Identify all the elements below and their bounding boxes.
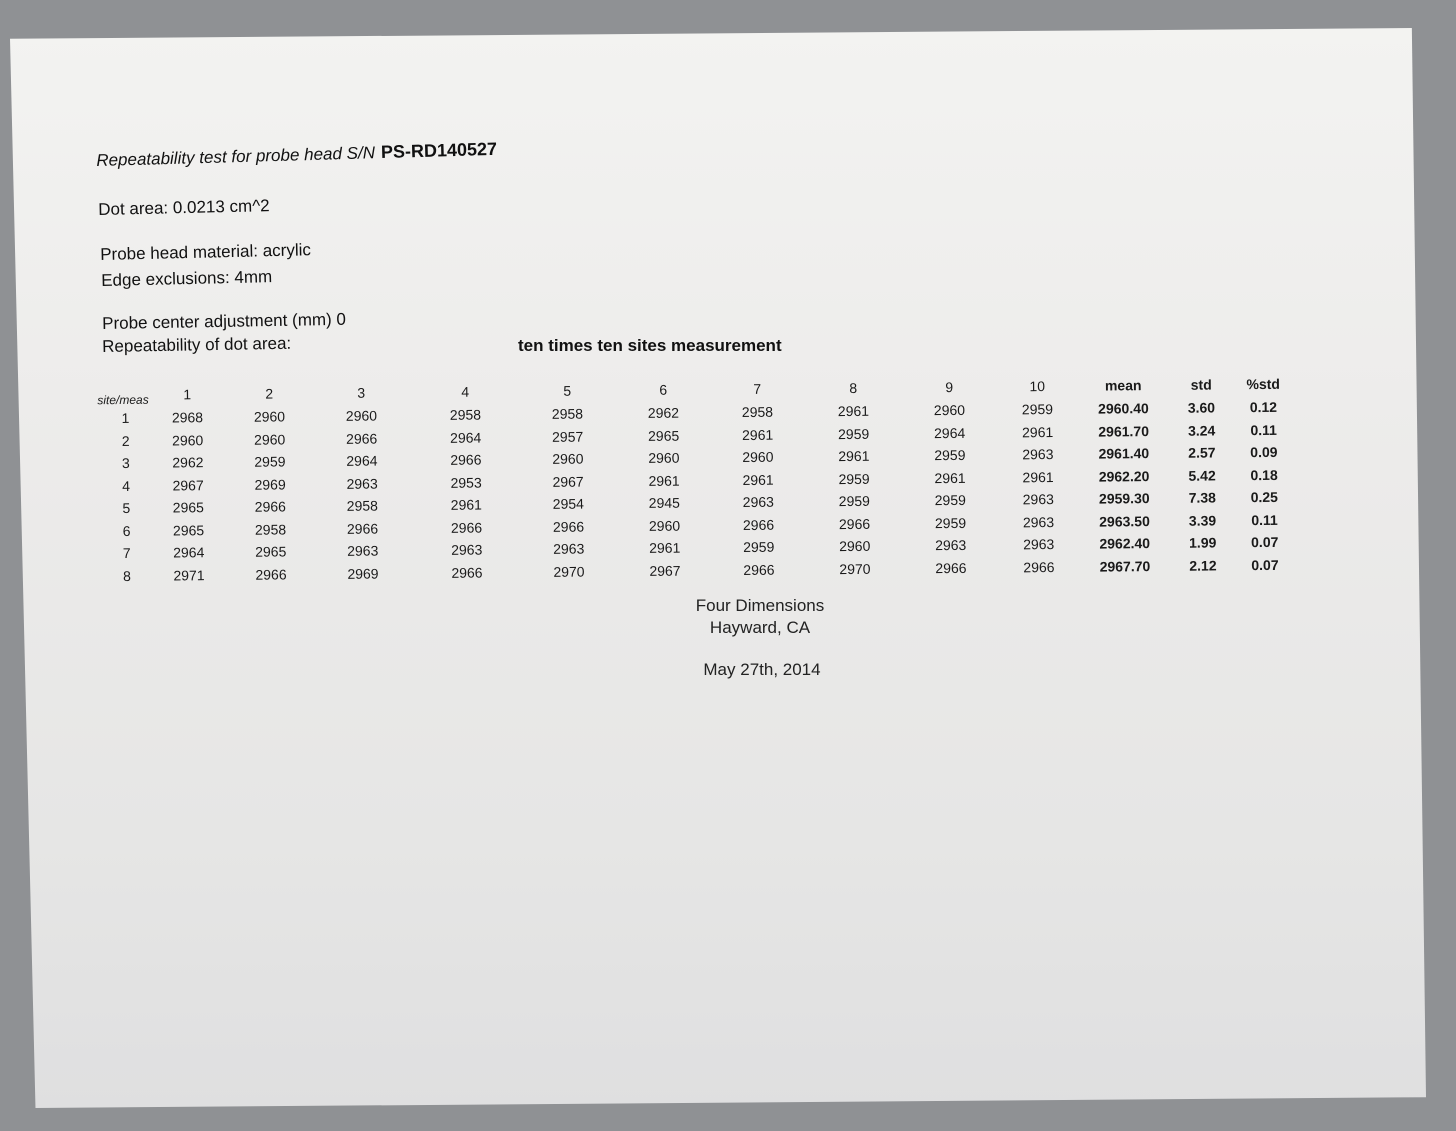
measurement-cell: 2966	[255, 565, 287, 583]
repeatability-label: Repeatability of dot area:	[102, 333, 292, 356]
mean-cell: 2967.70	[1099, 557, 1151, 575]
measurement-cell: 2966	[451, 564, 483, 581]
measurement-cell: 2969	[254, 475, 286, 493]
measurement-cell: 2964	[173, 544, 205, 561]
measurement-cell: 2959	[838, 492, 870, 510]
measurement-cell: 2967	[552, 473, 584, 490]
measurement-cell: 2965	[255, 543, 287, 560]
measurement-cell: 2962	[647, 404, 680, 421]
column-header: 4	[461, 383, 470, 400]
pct-std-cell: 0.18	[1250, 466, 1278, 483]
measurement-cell: 2966	[346, 430, 378, 447]
probe-material-line: Probe head material: acrylic	[100, 240, 312, 264]
measurement-cell: 2960	[648, 517, 681, 534]
measurement-cell: 2967	[172, 476, 204, 493]
measurement-cell: 2964	[934, 424, 966, 441]
measurement-cell: 2966	[838, 515, 871, 532]
probe-center-adjustment-line: Probe center adjustment (mm) 0	[102, 309, 347, 333]
column-header: 7	[753, 380, 762, 397]
measurement-cell: 2963	[1022, 446, 1054, 463]
measurement-cell: 2961	[649, 539, 681, 556]
measurement-cell: 2961	[838, 447, 870, 465]
measurement-cell: 2960	[345, 407, 378, 424]
pct-std-cell: 0.09	[1250, 443, 1278, 461]
measurement-cell: 2966	[742, 516, 775, 533]
measurement-cell: 2961	[934, 469, 966, 486]
measurement-cell: 2965	[172, 499, 204, 516]
stat-header: %std	[1246, 375, 1281, 393]
measurement-cell: 2966	[935, 559, 967, 576]
dot-area-line: Dot area: 0.0213 cm^2	[98, 196, 270, 219]
measurement-cell: 2961	[742, 426, 774, 443]
std-cell: 7.38	[1188, 489, 1216, 506]
footer-company: Four Dimensions	[695, 596, 825, 615]
measurement-cell: 2959	[838, 470, 870, 487]
title-prefix: Repeatability test for probe head S/N	[96, 143, 376, 170]
measurement-cell: 2963	[346, 475, 378, 492]
footer-date: May 27th, 2014	[703, 660, 821, 679]
measurement-cell: 2959	[934, 446, 966, 464]
measurement-cell: 2945	[648, 494, 680, 511]
mean-cell: 2961.70	[1098, 422, 1150, 440]
measurement-cell: 2961	[450, 496, 482, 513]
measurement-cell: 2963	[1023, 536, 1055, 553]
measurement-cell: 2959	[934, 491, 966, 509]
site-label: 8	[123, 567, 131, 584]
stat-header: mean	[1104, 377, 1142, 394]
std-cell: 1.99	[1189, 534, 1217, 551]
mean-cell: 2959.30	[1098, 490, 1150, 507]
measurement-cell: 2966	[552, 518, 585, 535]
measurement-cell: 2959	[1021, 401, 1054, 418]
pct-std-cell: 0.25	[1250, 488, 1278, 506]
measurement-cell: 2966	[450, 451, 482, 468]
measurement-cell: 2962	[172, 454, 204, 471]
measurement-cell: 2959	[934, 514, 967, 531]
measurement-cell: 2966	[254, 498, 286, 515]
measurement-title: ten times ten sites measurement	[518, 336, 782, 355]
measurement-cell: 2967	[649, 562, 681, 579]
measurement-cell: 2970	[553, 563, 585, 580]
measurement-cell: 2959	[254, 453, 286, 470]
measurement-cell: 2963	[553, 540, 585, 557]
measurement-cell: 2963	[347, 542, 379, 559]
measurement-cell: 2960	[839, 537, 871, 555]
measurement-cell: 2963	[451, 541, 483, 558]
measurement-cell: 2961	[648, 472, 680, 489]
corner-header: site/meas	[97, 392, 149, 408]
site-label: 7	[122, 544, 131, 561]
measurement-cell: 2966	[1023, 558, 1055, 575]
column-header: 10	[1029, 378, 1046, 395]
measurement-cell: 2954	[552, 495, 584, 512]
measurement-cell: 2965	[648, 427, 680, 444]
measurement-cell: 2960	[648, 449, 680, 466]
measurement-cell: 2963	[1022, 513, 1055, 530]
measurement-cell: 2963	[935, 536, 967, 554]
pct-std-cell: 0.12	[1249, 398, 1278, 416]
measurement-cell: 2960	[172, 431, 204, 448]
site-label: 2	[121, 432, 130, 449]
measurement-cell: 2961	[742, 471, 774, 488]
measurement-cell: 2958	[254, 520, 287, 538]
measurement-cell: 2960	[552, 450, 584, 467]
site-label: 1	[121, 409, 130, 426]
footer-location: Hayward, CA	[709, 618, 811, 637]
mean-cell: 2962.40	[1099, 535, 1151, 552]
measurement-cell: 2966	[450, 519, 483, 536]
column-header: 2	[265, 385, 274, 402]
site-label: 6	[122, 522, 131, 539]
column-header: 6	[659, 381, 668, 398]
pct-std-cell: 0.07	[1251, 556, 1279, 573]
measurement-cell: 2958	[741, 403, 774, 421]
std-cell: 3.60	[1187, 399, 1216, 416]
measurement-cell: 2961	[1021, 423, 1054, 440]
measurement-cell: 2963	[1022, 491, 1054, 508]
site-label: 3	[121, 454, 130, 471]
std-cell: 2.57	[1188, 444, 1216, 461]
mean-cell: 2963.50	[1099, 512, 1150, 530]
measurement-cell: 2971	[173, 566, 205, 583]
measurement-cell: 2960	[933, 401, 966, 419]
measurement-cell: 2966	[346, 520, 379, 537]
column-header: 3	[357, 384, 366, 401]
measurement-cell: 2960	[742, 448, 774, 466]
measurement-cell: 2957	[552, 428, 584, 445]
mean-cell: 2961.40	[1098, 445, 1150, 462]
column-header: 5	[563, 382, 572, 399]
pct-std-cell: 0.11	[1250, 421, 1277, 438]
pct-std-cell: 0.11	[1251, 511, 1278, 528]
measurement-cell: 2960	[253, 408, 286, 425]
measurement-cell: 2966	[743, 561, 775, 578]
measurement-cell: 2964	[346, 452, 378, 469]
measurement-cell: 2959	[743, 538, 775, 556]
measurement-cell: 2965	[172, 521, 205, 538]
pct-std-cell: 0.07	[1251, 533, 1279, 551]
measurement-cell: 2963	[742, 493, 774, 511]
std-cell: 3.24	[1187, 421, 1216, 439]
measurement-cell: 2970	[839, 560, 871, 577]
column-header: 9	[945, 378, 954, 396]
std-cell: 2.12	[1189, 556, 1217, 574]
measurement-cell: 2961	[837, 402, 870, 420]
std-cell: 3.39	[1188, 511, 1217, 529]
measurement-cell: 2958	[449, 406, 482, 423]
mean-cell: 2962.20	[1098, 467, 1150, 485]
serial-number: PS-RD140527	[380, 138, 498, 163]
site-label: 5	[122, 499, 131, 516]
mean-cell: 2960.40	[1098, 400, 1149, 417]
stat-header: std	[1190, 376, 1212, 393]
measurement-cell: 2960	[254, 430, 286, 448]
measurement-cell: 2953	[450, 474, 482, 491]
edge-exclusions-line: Edge exclusions: 4mm	[101, 267, 273, 290]
site-label: 4	[122, 477, 131, 494]
measurement-cell: 2964	[450, 429, 482, 446]
column-header: 8	[849, 379, 858, 396]
measurement-cell: 2958	[346, 497, 378, 514]
measurement-cell: 2959	[838, 425, 870, 442]
column-header: 1	[183, 386, 192, 403]
measurement-cell: 2969	[347, 565, 379, 582]
measurement-cell: 2968	[171, 409, 204, 426]
std-cell: 5.42	[1188, 466, 1216, 484]
measurement-cell: 2958	[551, 405, 584, 422]
measurement-cell: 2961	[1022, 468, 1054, 485]
